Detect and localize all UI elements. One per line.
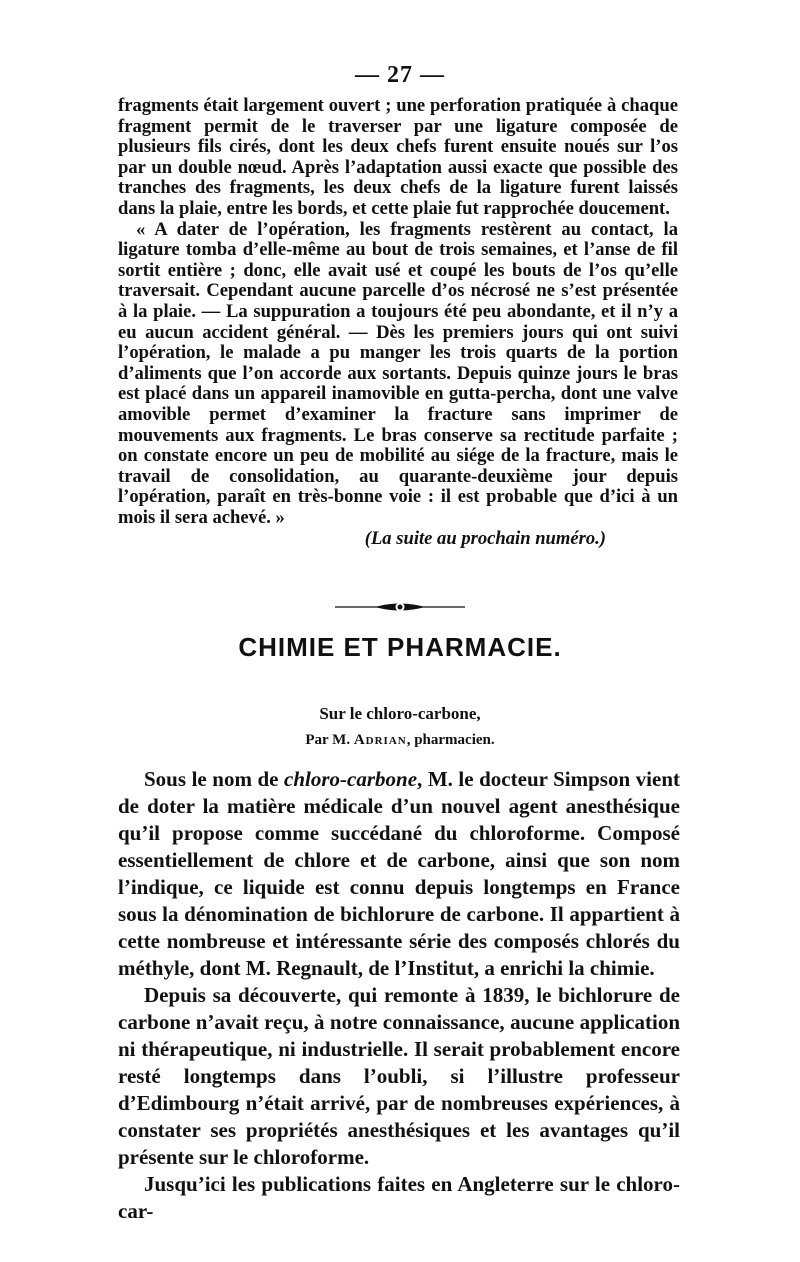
term-italic: chloro-carbone xyxy=(284,767,418,791)
section-title: CHIMIE ET PHARMACIE. xyxy=(238,632,562,662)
text: , M. le docteur Simpson vient de doter la matière médicale d’un nouvel agent anesthésique qu’il propose comme succédané du chloroforme. Composé essentiellement de chlore et de carbone, ainsi que son nom l’indique, ce liquide est connu depuis longtemps en France sous la dénomination de bichlorure de carbone. Il appartient à cette nombreuse et intéressante série des composés chlorés du méthyle, dont M. Regnault, de l’Institut, a enrichi la chimie. xyxy=(118,767,681,980)
page-number: — 27 — xyxy=(355,62,445,88)
paragraph: « A dater de l’opération, les fragments restèrent au contact, la ligature tomba d’elle-même au bout de trois semaines, et l’anse de fil sortit entière ; donc, elle avait usé et coupé les bouts de l’os qu’elle traversait. Cependant aucune parcelle d’os nécrosé ne s’est présentée à la plaie. — La suppuration a toujours été peu abondante, et il n’y a eu aucun accident général. — Dès les premiers jours qui ont suivi l’opération, le malade a pu manger les trois quarts de la portion d’aliments que l’on accorde aux sortants. Depuis quinze jours le bras est placé dans un appareil inamovible en gutta-percha, dont une valve amovible permet d’examiner la fracture sans imprimer de mouvements aux fragments. Le bras conserve sa rectitude parfaite ; on constate encore un peu de mobilité au siége de la fracture, mais le travail de consolidation, au quarante-deuxième jour depuis l’opération, paraît en très-bonne voie : il est probable que d’ici à un mois il sera achevé. » xyxy=(118,218,678,528)
byline xyxy=(0,732,800,749)
article-body xyxy=(118,766,680,1225)
byline-prefix: Par M. xyxy=(305,732,351,748)
article-title: Sur le chloro-carbone, xyxy=(319,704,481,723)
paragraph xyxy=(118,766,680,982)
author-name: Adrian xyxy=(353,732,407,748)
paragraph: fragments était largement ouvert ; une perforation pratiquée à chaque fragment permit de le traverser par une ligature composée de plusieurs fils cirés, dont les deux chefs furent ensuite noués sur l’os par un double nœud. Après l’adaptation aussi exacte que possible des tranches des fragments, les deux chefs de la ligature furent laissés dans la plaie, entre les bords, et cette plaie fut rapprochée doucement. xyxy=(118,95,678,219)
paragraph: Jusqu’ici les publications faites en Angleterre sur le chloro-car- xyxy=(118,1172,680,1223)
text: Sous le nom de xyxy=(144,767,285,791)
paragraph: Depuis sa découverte, qui remonte à 1839, le bichlorure de carbone n’avait reçu, à notre connaissance, aucune application ni thérapeutique, ni industrielle. Il serait probablement encore resté longtemps dans l’oubli, si l’illustre professeur d’Edimbourg n’était arrivé, par de nombreuses expériences, à constater ses propriétés anesthésiques et les avantages qu’il présente sur le chloroforme. xyxy=(118,983,680,1169)
previous-article-continuation xyxy=(118,96,678,550)
continued-note: (La suite au prochain numéro.) xyxy=(364,528,606,550)
divider-ornament xyxy=(335,600,465,614)
byline-suffix: , pharmacien. xyxy=(406,732,495,748)
